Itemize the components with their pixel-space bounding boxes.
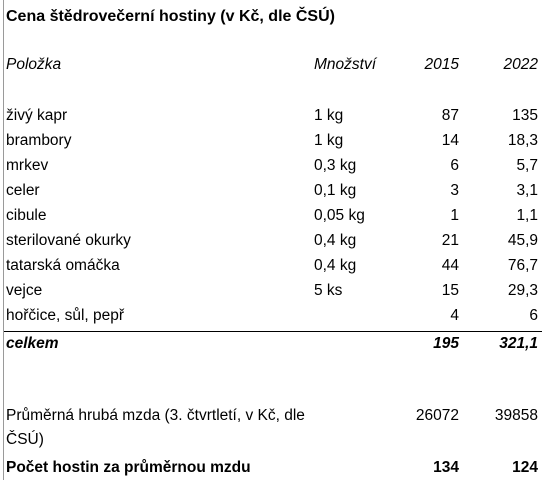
wage-label: Průměrná hrubá mzda (3. čtvrtletí, v Kč, dle ČSÚ) <box>6 407 305 448</box>
table-row <box>0 179 550 203</box>
header-year-2015: 2015 <box>424 56 459 73</box>
feasts-label: Počet hostin za průměrnou mzdu <box>6 459 251 476</box>
item-price-2015: 4 <box>450 307 459 324</box>
item-name: cibule <box>6 207 47 224</box>
item-price-2022: 45,9 <box>507 232 538 249</box>
table-row <box>0 279 550 303</box>
table-row <box>0 129 550 153</box>
feasts-row <box>0 456 550 480</box>
item-price-2015: 44 <box>441 257 459 274</box>
item-name: vejce <box>6 282 43 299</box>
table-row <box>0 254 550 278</box>
item-name: mrkev <box>6 157 49 174</box>
item-name: brambory <box>6 132 72 149</box>
item-price-2022: 29,3 <box>507 282 538 299</box>
item-name: celer <box>6 182 40 199</box>
header-quantity: Množství <box>314 56 377 73</box>
table-row <box>0 154 550 178</box>
header-year-2022: 2022 <box>503 56 538 73</box>
header-row <box>0 53 550 77</box>
feasts-2015: 134 <box>433 459 459 476</box>
item-price-2015: 15 <box>441 282 459 299</box>
item-quantity: 0,1 kg <box>314 182 357 199</box>
item-price-2022: 6 <box>529 307 538 324</box>
item-quantity: 0,3 kg <box>314 157 357 174</box>
item-price-2015: 21 <box>441 232 459 249</box>
item-price-2015: 14 <box>441 132 459 149</box>
header-item: Položka <box>6 56 62 73</box>
item-quantity: 0,4 kg <box>314 257 357 274</box>
item-price-2022: 3,1 <box>516 182 538 199</box>
item-quantity: 1 kg <box>314 107 344 124</box>
table-row <box>0 204 550 228</box>
item-quantity: 0,4 kg <box>314 232 357 249</box>
item-price-2022: 76,7 <box>507 257 538 274</box>
item-price-2015: 1 <box>450 207 459 224</box>
item-name: tatarská omáčka <box>6 257 120 274</box>
item-price-2015: 87 <box>441 107 459 124</box>
item-price-2022: 18,3 <box>507 132 538 149</box>
total-row <box>0 332 550 356</box>
table-title: Cena štědrovečerní hostiny (v Kč, dle ČSÚ) <box>6 8 335 25</box>
item-price-2022: 5,7 <box>516 157 538 174</box>
item-quantity: 0,05 kg <box>314 207 365 224</box>
item-price-2015: 6 <box>450 157 459 174</box>
table-row <box>0 229 550 253</box>
wage-2022: 39858 <box>494 407 538 424</box>
table-row <box>0 104 550 128</box>
total-2022: 321,1 <box>499 335 538 352</box>
item-quantity: 1 kg <box>314 132 344 149</box>
total-2015: 195 <box>433 335 459 352</box>
item-name: živý kapr <box>6 107 68 124</box>
item-price-2015: 3 <box>450 182 459 199</box>
item-quantity: 5 ks <box>314 282 343 299</box>
total-label: celkem <box>6 335 59 352</box>
item-price-2022: 135 <box>512 107 538 124</box>
wage-2015: 26072 <box>415 407 459 424</box>
table-row <box>0 304 550 328</box>
item-name: sterilované okurky <box>6 232 131 249</box>
item-name: hořčice, sůl, pepř <box>6 307 125 324</box>
feasts-2022: 124 <box>512 459 538 476</box>
item-price-2022: 1,1 <box>516 207 538 224</box>
